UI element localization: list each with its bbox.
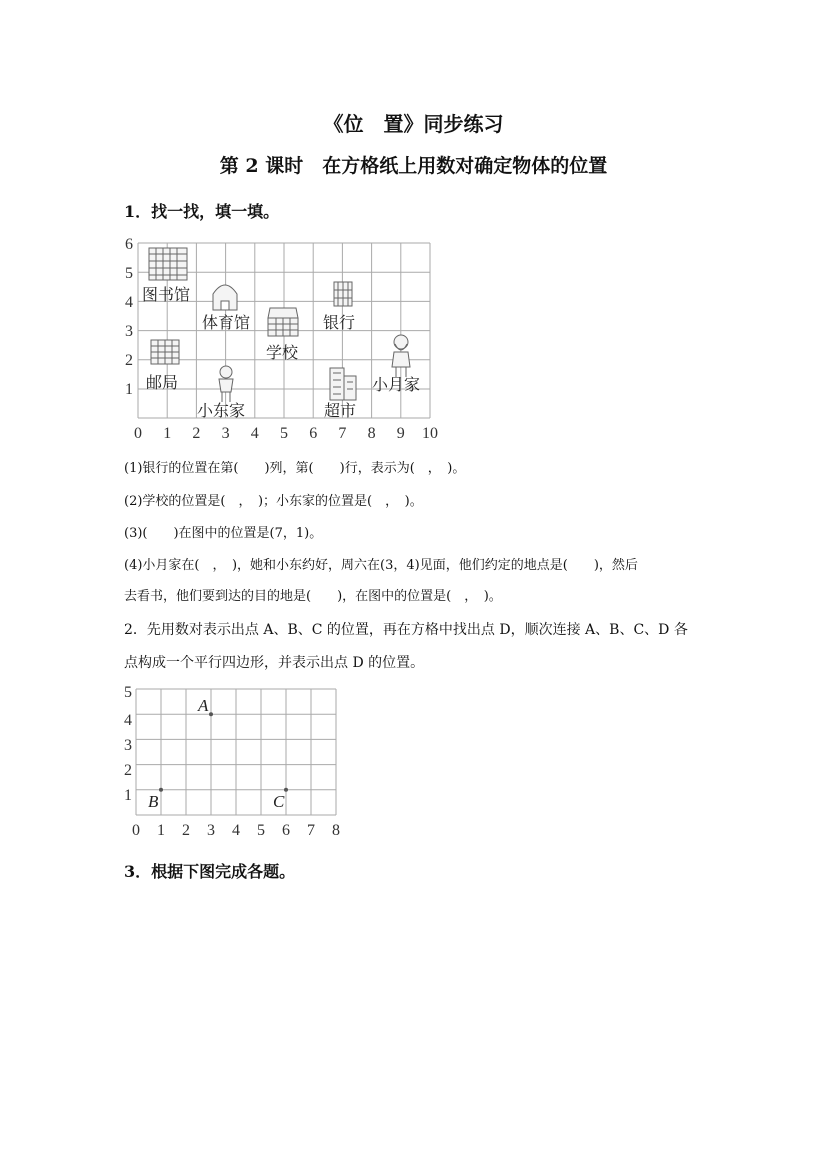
q2-y-tick: 5 [124, 684, 132, 701]
supermarket-label: 超市 [324, 403, 357, 420]
q2-y-tick: 2 [124, 762, 132, 779]
q1-x-tick: 10 [422, 425, 438, 442]
point-c-label: C [273, 791, 285, 811]
question-1-item-4-cont: 去看书，他们要到达的目的地是( )，在图中的位置是( ， )。 [124, 589, 502, 604]
bank-label: 银行 [323, 315, 356, 332]
q2-x-tick: 3 [207, 822, 215, 839]
q2-y-tick: 3 [124, 737, 132, 754]
q1-x-tick: 4 [250, 425, 259, 442]
q1-y-tick: 4 [125, 294, 133, 311]
q1-x-tick: 7 [338, 425, 347, 442]
point-a-dot [209, 712, 213, 716]
question-3-heading: 3．根据下图完成各题。 [124, 862, 296, 881]
xiaodong-home-label: 小东家 [197, 403, 246, 420]
post-office-label: 邮局 [146, 375, 179, 392]
school-label: 学校 [266, 345, 299, 362]
q1-y-tick: 1 [125, 381, 133, 398]
q2-grid-lines [136, 689, 336, 815]
q2-grid-figure [118, 680, 348, 840]
question-1-item-1: (1)银行的位置在第( )列，第( )行，表示为( ， )。 [124, 461, 466, 476]
library-label: 图书馆 [142, 287, 191, 304]
q2-y-tick: 4 [124, 712, 132, 729]
q1-y-tick: 6 [125, 236, 133, 253]
point-a-label: A [198, 696, 209, 716]
q1-x-tick: 1 [163, 425, 172, 442]
q2-y-tick: 1 [124, 787, 132, 804]
q1-x-tick: 2 [192, 425, 201, 442]
gym-label: 体育馆 [202, 315, 251, 332]
q2-x-tick: 1 [157, 822, 165, 839]
post-office-building-icon [151, 340, 179, 364]
q1-y-tick: 2 [125, 352, 133, 369]
lesson-subtitle: 第 2 课时 在方格纸上用数对确定物体的位置 [219, 155, 608, 177]
library-building-icon [149, 248, 187, 280]
school-building-icon [268, 308, 298, 336]
question-2-text-line-1: 2．先用数对表示出点 A、B、C 的位置，再在方格中找出点 D，顺次连接 A、B、C、D 各 [124, 622, 688, 638]
q1-grid-figure [118, 230, 448, 445]
q1-y-tick: 5 [125, 265, 133, 282]
q2-x-tick: 6 [282, 822, 290, 839]
bank-building-icon [334, 282, 352, 306]
q2-x-tick: 5 [257, 822, 265, 839]
q1-x-tick: 0 [134, 425, 142, 442]
question-1-item-2: (2)学校的位置是( ， )；小东家的位置是( ， )。 [124, 494, 423, 509]
q2-x-tick: 0 [132, 822, 140, 839]
gym-building-icon [213, 285, 237, 310]
q1-x-tick: 8 [367, 425, 376, 442]
q2-x-tick: 4 [232, 822, 240, 839]
question-1-heading: 1．找一找，填一填。 [124, 202, 280, 221]
q1-y-tick: 3 [125, 323, 133, 340]
q1-x-tick: 6 [309, 425, 318, 442]
page-title: 《位 置》同步练习 [323, 112, 504, 136]
question-1-item-3: (3)( )在图中的位置是(7，1)。 [124, 526, 323, 541]
q1-x-tick: 3 [221, 425, 230, 442]
point-b-label: B [148, 791, 159, 811]
q2-x-tick: 8 [332, 822, 340, 839]
q2-x-tick: 2 [182, 822, 190, 839]
point-c-dot [284, 788, 288, 792]
q2-x-tick: 7 [307, 822, 315, 839]
point-b-dot [159, 788, 163, 792]
supermarket-building-icon [330, 368, 356, 400]
question-1-item-4: (4)小月家在( ， )，她和小东约好，周六在(3，4)见面，他们约定的地点是( )，然后 [124, 558, 638, 573]
q1-x-tick: 5 [280, 425, 288, 442]
question-2-text-line-2: 点构成一个平行四边形，并表示出点 D 的位置。 [124, 655, 425, 671]
q1-x-tick: 9 [396, 425, 405, 442]
xiaoyue-home-label: 小月家 [372, 377, 421, 394]
